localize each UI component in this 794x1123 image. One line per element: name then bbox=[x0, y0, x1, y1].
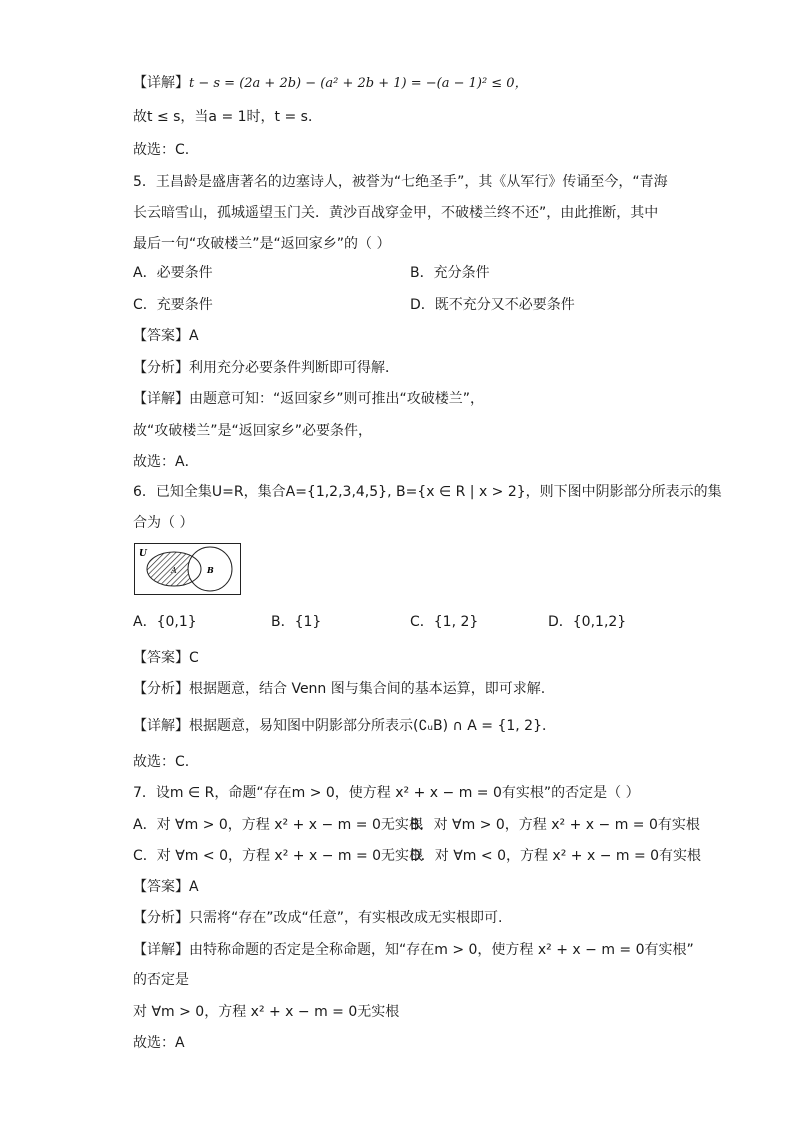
q6-option-d: D．{0,1,2} bbox=[548, 614, 627, 630]
q5-option-a: A．必要条件 bbox=[133, 265, 213, 281]
q7-option-b: B．对 ∀m > 0，方程 x² + x − m = 0有实根 bbox=[410, 817, 700, 833]
q7-stem: 7．设m ∈ R，命题“存在m > 0，使方程 x² + x − m = 0有实根”的否定是（ ） bbox=[133, 785, 640, 801]
q5-select: 故选：A． bbox=[133, 454, 199, 470]
q5-analysis: 【分析】利用充分必要条件判断即可得解． bbox=[133, 360, 399, 376]
q6-detail: 【详解】根据题意，易知图中阴影部分所表示(∁ᵤB) ∩ A = {1, 2}． bbox=[133, 718, 556, 734]
q5-stem-3: 最后一句“攻破楼兰”是“返回家乡”的（ ） bbox=[133, 236, 391, 252]
q5-option-b: B．充分条件 bbox=[410, 265, 490, 281]
q7-analysis: 【分析】只需将“存在”改成“任意”，有实根改成无实根即可. bbox=[133, 910, 503, 926]
q6-stem-1: 6．已知全集U=R，集合A={1,2,3,4,5}, B={x ∈ R | x > 2}，则下图中阴影部分所表示的集 bbox=[133, 484, 722, 500]
q5-option-c: C．充要条件 bbox=[133, 297, 213, 313]
detail-tag: 【详解】 bbox=[133, 75, 189, 91]
q6-option-a: A．{0,1} bbox=[133, 614, 197, 630]
q5-detail-2: 故“攻破楼兰”是“返回家乡”必要条件， bbox=[133, 423, 373, 439]
line-answer-select-c: 故选：C. bbox=[133, 142, 190, 158]
q6-analysis: 【分析】根据题意，结合 Venn 图与集合间的基本运算，即可求解. bbox=[133, 681, 546, 697]
line-detail-1 bbox=[133, 73, 528, 94]
q7-detail-3: 对 ∀m > 0，方程 x² + x − m = 0无实根 bbox=[133, 1004, 400, 1020]
venn-label-b: B bbox=[207, 565, 214, 575]
formula-t-minus-s: t − s = (2a + 2b) − (a² + 2b + 1) = −(a − 1)² ≤ 0， bbox=[189, 76, 528, 91]
q6-option-b: B．{1} bbox=[271, 614, 322, 630]
q6-select: 故选：C. bbox=[133, 754, 190, 770]
q5-option-d: D．既不充分又不必要条件 bbox=[410, 297, 575, 313]
q5-detail-1: 【详解】由题意可知：“返回家乡”则可推出“攻破楼兰”， bbox=[133, 391, 485, 407]
venn-label-a: A bbox=[171, 566, 177, 575]
q7-option-c: C．对 ∀m < 0，方程 x² + x − m = 0无实根 bbox=[133, 848, 424, 864]
q5-answer: 【答案】A bbox=[133, 328, 199, 344]
q6-option-c: C．{1, 2} bbox=[410, 614, 479, 630]
venn-label-u: U bbox=[139, 549, 147, 559]
q6-stem-2: 合为（ ） bbox=[133, 515, 194, 531]
line-conclusion: 故t ≤ s，当a = 1时，t = s． bbox=[133, 109, 322, 125]
q7-detail-1: 【详解】由特称命题的否定是全称命题，知“存在m > 0，使方程 x² + x − m = 0有实根” bbox=[133, 942, 694, 958]
q5-stem-1: 5．王昌龄是盛唐著名的边塞诗人，被誉为“七绝圣手”，其《从军行》传诵至今，“青海 bbox=[133, 174, 668, 190]
q7-detail-2: 的否定是 bbox=[133, 972, 189, 988]
q7-option-d: D．对 ∀m < 0，方程 x² + x − m = 0有实根 bbox=[410, 848, 702, 864]
q7-answer: 【答案】A bbox=[133, 879, 199, 895]
q6-answer: 【答案】C bbox=[133, 650, 199, 666]
q5-stem-2: 长云暗雪山，孤城遥望玉门关．黄沙百战穿金甲，不破楼兰终不还”，由此推断，其中 bbox=[133, 205, 659, 221]
q7-option-a: A．对 ∀m > 0，方程 x² + x − m = 0无实根 bbox=[133, 817, 423, 833]
q7-select: 故选：A bbox=[133, 1035, 185, 1051]
venn-diagram bbox=[134, 543, 241, 595]
